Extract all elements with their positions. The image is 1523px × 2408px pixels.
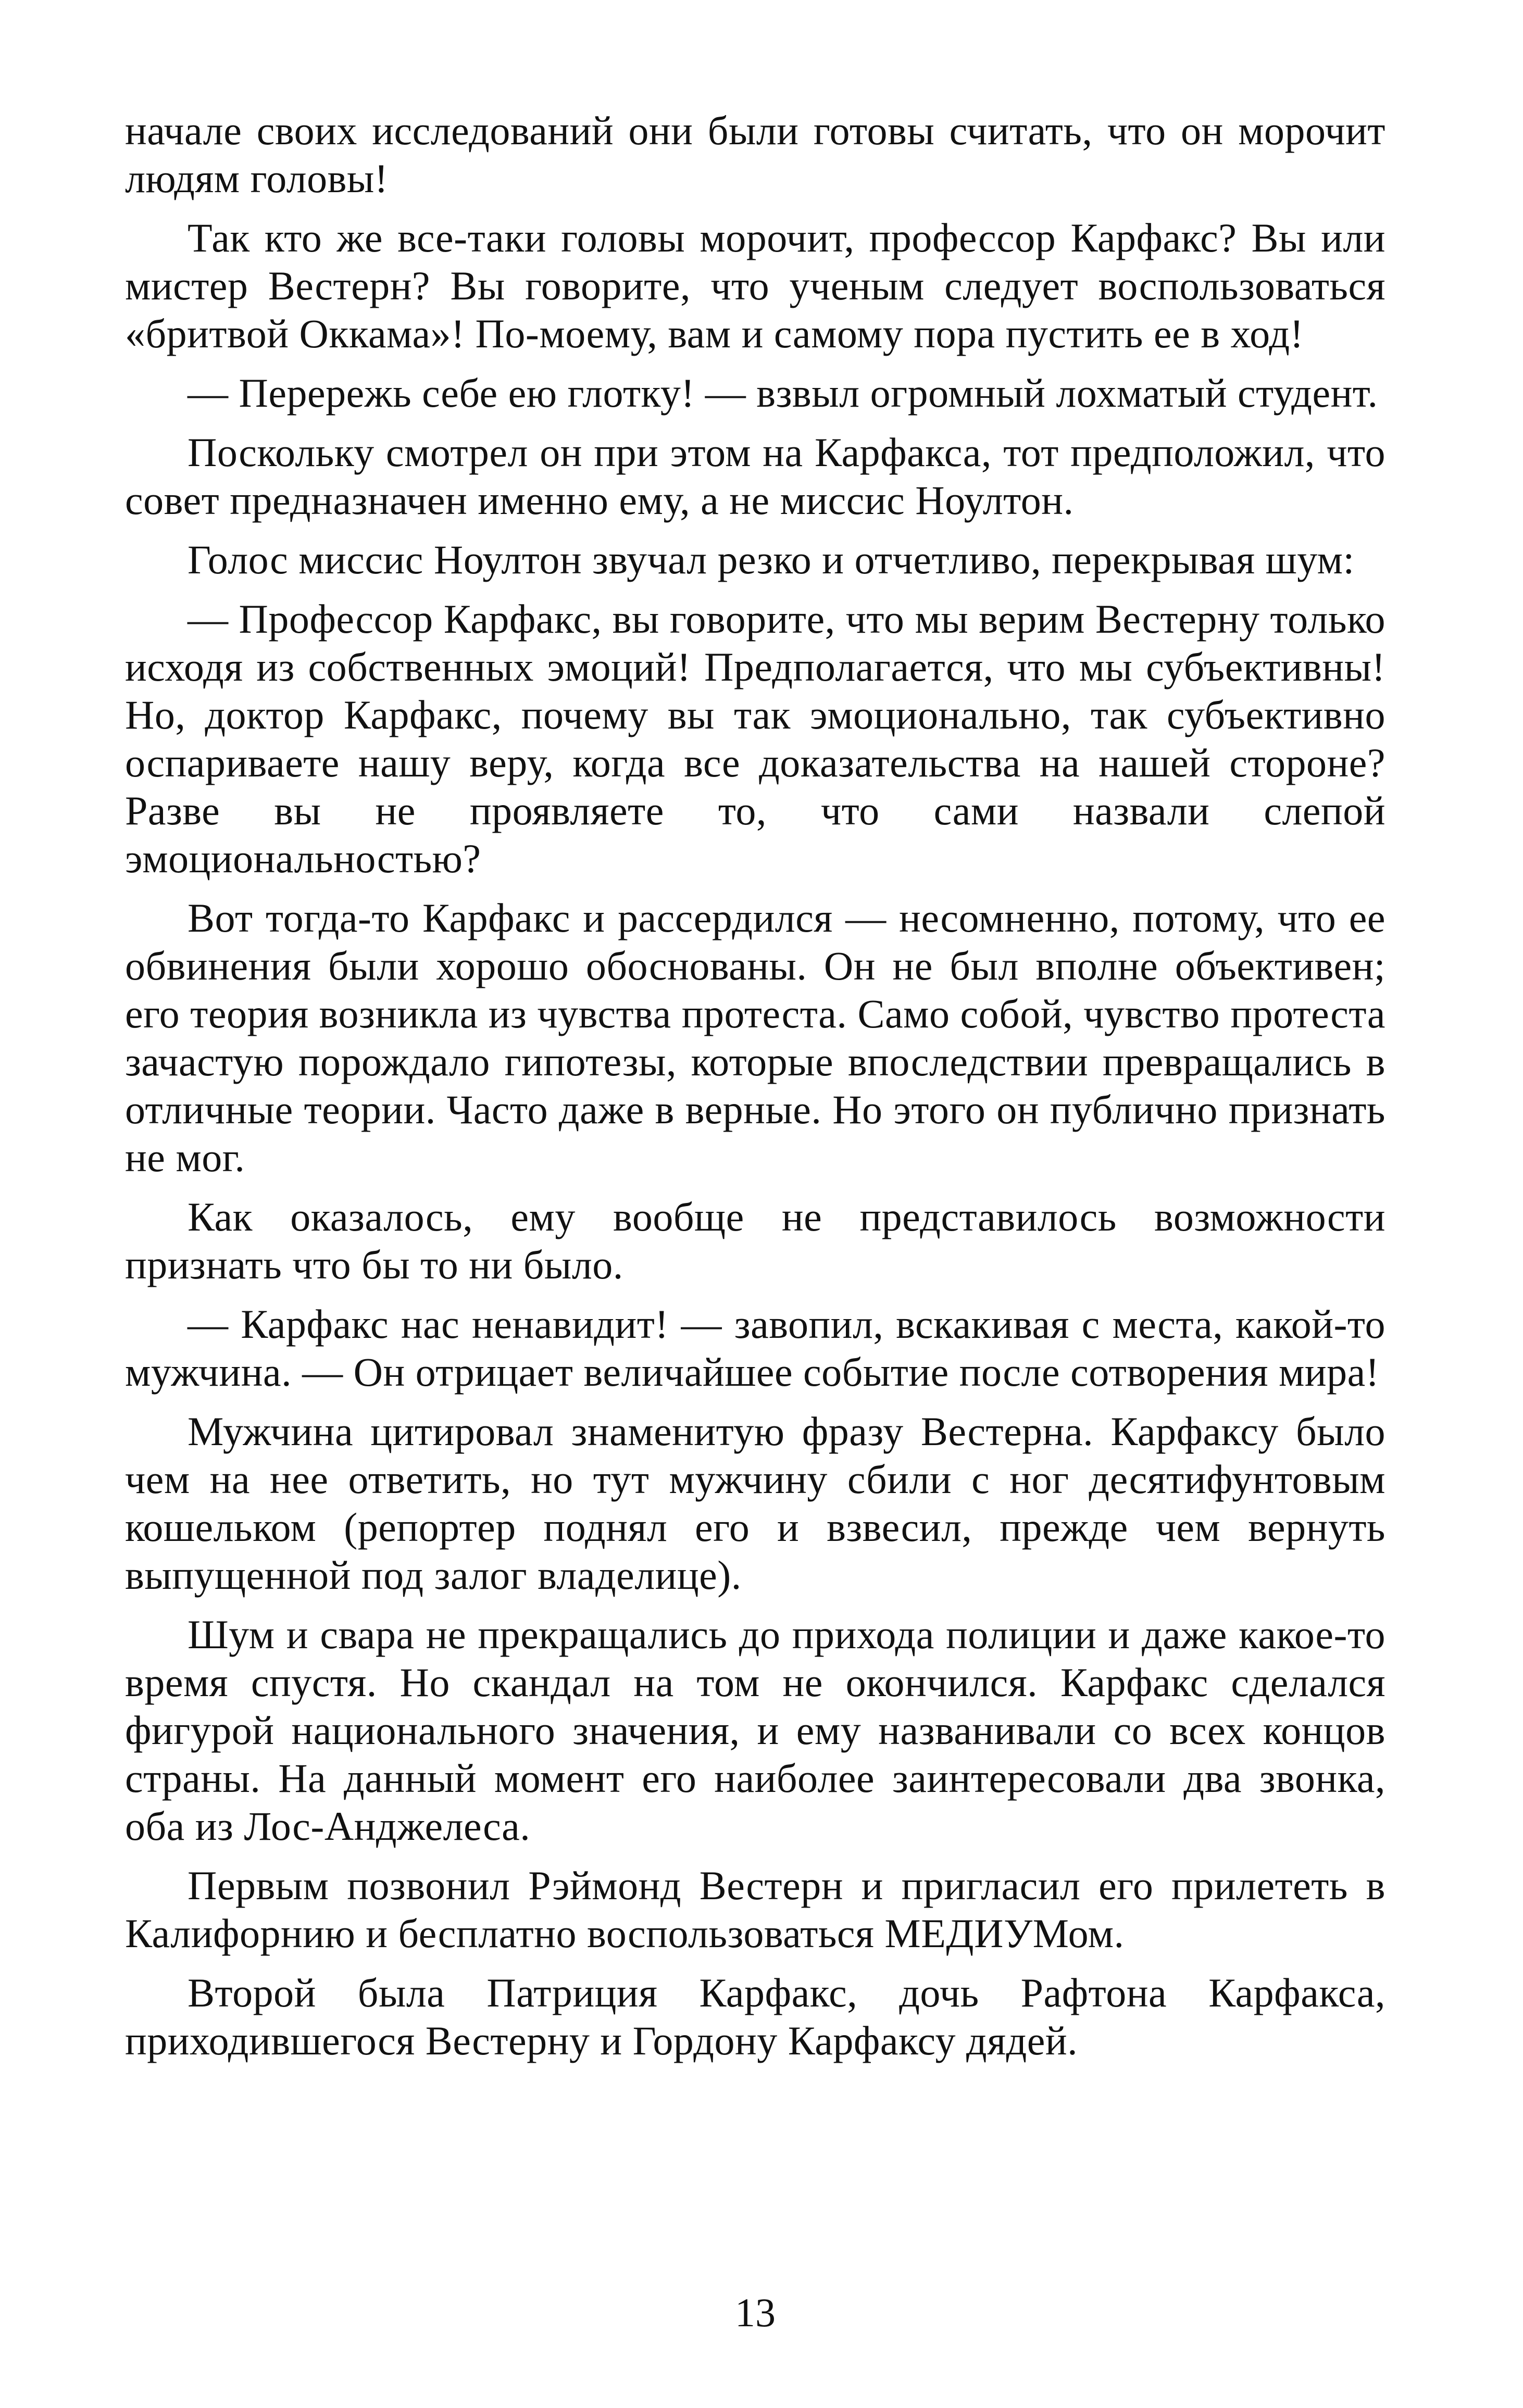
paragraph-7: Вот тогда-то Карфакс и рассердился — несомненно, потому, что ее обвинения были хорошо обоснованы. Он не был вполне объективен; его теория возникла из чувства протеста. Само собой, чувство протеста зачастую порождало гипотезы, которые впоследствии превращались в отличные теории. Часто даже в верные. Но этого он публично признать не мог. — [125, 895, 1385, 1180]
book-page — [125, 107, 1385, 2335]
paragraph-12: Первым позвонил Рэймонд Вестерн и пригласил его прилететь в Калифорнию и бесплатно воспользоваться МЕДИУМом. — [125, 1863, 1385, 1956]
paragraph-6: — Профессор Карфакс, вы говорите, что мы верим Вестерну только исходя из собственных эмоций! Предполагается, что мы субъективны! Но, доктор Карфакс, почему вы так эмоционально, так субъективно оспариваете нашу веру, когда все доказательства на нашей стороне? Разве вы не проявляете то, что сами назвали слепой эмоциональностью? — [125, 596, 1385, 881]
paragraph-8: Как оказалось, ему вообще не представилось возможности признать что бы то ни было. — [125, 1194, 1385, 1287]
paragraph-9: — Карфакс нас ненавидит! — завопил, вскакивая с места, какой-то мужчина. — Он отрицает величайшее событие после сотворения мира! — [125, 1301, 1385, 1395]
page-number: 13 — [735, 2290, 776, 2335]
paragraph-10: Мужчина цитировал знаменитую фразу Вестерна. Карфаксу было чем на нее ответить, но тут мужчину сбили с ног десятифунтовым кошельком (репортер поднял его и взвесил, прежде чем вернуть выпущенной под залог владелице). — [125, 1409, 1385, 1598]
paragraph-2: Так кто же все-таки головы морочит, профессор Карфакс? Вы или мистер Вестерн? Вы говорите, что ученым следует воспользоваться «бритвой Оккама»! По-моему, вам и самому пора пустить ее в ход! — [125, 215, 1385, 356]
paragraph-5: Голос миссис Ноултон звучал резко и отчетливо, перекрывая шум: — [188, 537, 1355, 582]
paragraph-11: Шум и свара не прекращались до прихода полиции и даже какое-то время спустя. Но скандал на том не окончился. Карфакс сделался фигурой национального значения, и ему названивали со всех концов страны. На данный момент его наиболее заинтересовали два звонка, оба из Лос-Анджелеса. — [125, 1612, 1385, 1849]
paragraph-4: Поскольку смотрел он при этом на Карфакса, тот предположил, что совет предназначен именно ему, а не миссис Ноултон. — [125, 430, 1385, 523]
paragraph-13: Второй была Патриция Карфакс, дочь Рафтона Карфакса, приходившегося Вестерну и Гордону Карфаксу дядей. — [125, 1970, 1385, 2063]
paragraph-3: — Перережь себе ею глотку! — взвыл огромный лохматый студент. — [188, 370, 1378, 416]
paragraph-1: начале своих исследований они были готовы считать, что он морочит людям головы! — [125, 108, 1385, 201]
